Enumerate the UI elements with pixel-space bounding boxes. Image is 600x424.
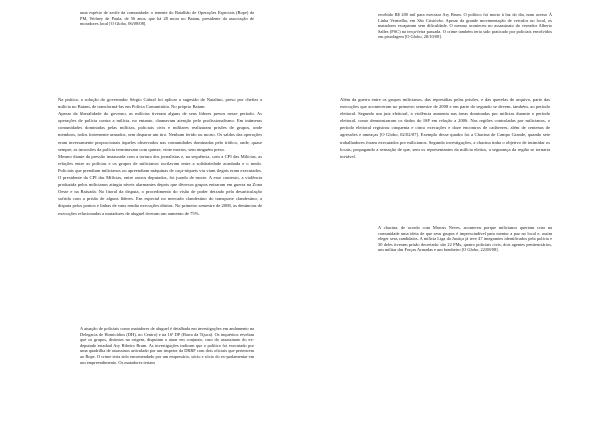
body-text-right: [340, 96, 550, 160]
right-page: [300, 0, 600, 424]
block-quote-top-left: [80, 10, 254, 27]
block-quote-bottom-right: [378, 225, 552, 253]
body-text-left: [58, 96, 262, 217]
quote-text: uma espécie de xerife da comunidade: o tenente do Batalhão de Operações Especiais (Bope) da PM, Wolney de Paula, de 56 anos, que há 28 mora no Batam, presidente da associação de moradores local [O Globo, 06/08/08].: [80, 10, 254, 27]
quote-text: recebido R$ 200 mil para executar Ary Brum. O político foi morto à luz do dia, num acesso À Linha Vermelha, em São Cristóvão. Apesar da grande movimentação de veículos no local, os matadores escaparam sem dificuldade. O mesmo aconteceu no assassinato do vereador Alberto Salles (PSC) na terça-feira passada. O crime também teria sido praticado por policiais envolvidos em pistolagem [O Globo, 28/10/08].: [378, 12, 552, 40]
block-quote-bottom-left: [80, 326, 254, 365]
paragraph: Apesar da liberalidade do governo, as milícias tiveram alguns de seus líderes presos nesse período. As operações de polícia contra a milícia, no entanto, chamavam atenção pelo profissionalismo. Em inúmeras comunidades dominadas pelas milícias, policiais civis e militares realizaram prisões de grupos, onde membros, todos fortemente armados, sem disparar um tiro. Nenhum ferido ou morto. Os saldos das operações eram inversamente proporcionais àqueles observados nas comunidades dominadas pelo tráfico, onde, quase sempre, as incursões da polícia terminavam com quinze, vinte mortos, sem ninguém preso.: [58, 111, 262, 152]
paragraph: Além da guerra entre os grupos milicianos, das represálias pelas prisões, e das querelas de arquivo, parte das execuções que aconteceram no primeiro semestre de 2008 e em parte do segundo se devem, também, ao período eleitoral. Segundo um juiz eleitoral, a violência aumenta nas áreas dominadas por milícias durante o período eleitoral, como demonstraram os dados do ISP em relação a 2006. Nas regiões controladas por milicianos, o período eleitoral registrou cinquenta e cinco execuções e doze encontros de cadáveres, além de centenas de agressões e ameaças [O Globo, 02/02/07]. Exemplo desse quadro foi a Chacina de Campo Grande, quando sete trabalhadores foram executados por milicianos. Segundo investigações, a chacina tinha o objetivo de intimidar os locais, propagando a sensação de que, sem os representantes da milícia eleitos, a segurança da região se tornaria inviável.: [340, 97, 550, 159]
block-quote-top-right: [378, 12, 552, 40]
paragraph: Na prática, a solução do governador Sérgio Cabral foi aplicar a sugestão de Natalino, preso por chefiar a milícia no Batam, de transformá-las em Polícia Comunitária. No próprio Batam.: [58, 97, 262, 110]
quote-text: A chacina, de acordo com Marcus Neves, aconteceu porque milicianos queriam criar na comunidade uma ideia de que seus grupos é imprescindível para mentor a paz no local e, assim eleger seus candidatos. A milícia Liga da Justiça já teve 47 integrantes identificados pela polícia e 30 deles tiveram prisão decretada: são 22 PMs, quatro policiais civis, dois agentes penitenciários, um militar das Forças Armadas e um bombeiro [O Globo, 22/08/08].: [378, 225, 552, 253]
paragraph: Mesmo diante da pressão instaurada com a tortura dos jornalistas e, na sequência, com a CPI das Milícias, as relações entre as polícias e os grupos de milicianos oscilavam entre a solidariedade acanhada e o medo. Policiais que prendiam milicianos ou apreendiam máquinas de caça-níqueis viu viam ilegais eram executados. O presidente da CPI das Milícias, entre outros deputados, foi jurado de morte. A esse contexto, a violência produzida pelos milicianos atingiu níveis alarmantes depois que diversos grupos entraram em guerra na Zona Oeste e na Baixada. No litoral da disputa, o procedimento do visão de poder deixado pela desarticulação sofrida com a prisão de alguns líderes. Em especial no mercado clandestino do transporte clandestino, a disputa pelos pontos e linhas de vans rendia execuções diárias. No primeiro semestre de 2008, as denúncias de execuções relacionadas a matadores de aluguel tiveram um aumento de 75%.: [58, 153, 262, 216]
quote-text: A atuação de policiais como matadores de aluguel é detalhada em investigações em andamento na Delegacia de Homicídios (DH), no Centro) e na 16ª DP (Barra da Tijuca). Os inquéritos revelam que os grupos, distintos na origem, disputam a atuar em conjunto, caso do assassinato do ex-deputado estadual Ary Ribeiro Brum. As investigações indicam que o político foi executado por uma quadrilha de assassinos articulado por um inspetor da DRRF com dois oficiais que pertencem ao Bope. O crime teria sido encomendado por um empresário, sócio e sócio do ex-parlamentar em um empreendimento. Os matadores teriam: [80, 326, 254, 365]
